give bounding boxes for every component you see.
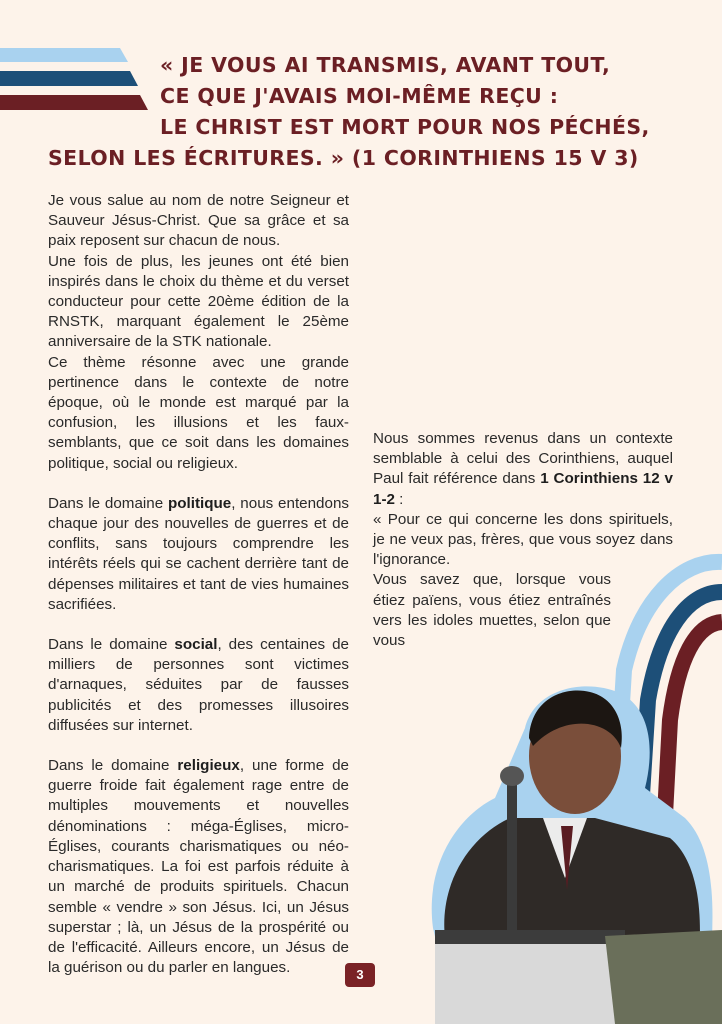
- keyword-social: social: [174, 636, 218, 654]
- paragraph-quote-spiritual-gifts: « Pour ce qui concerne les dons spirituels, je ne veux pas, frères, que vous soyez dans l'ignorance.: [373, 510, 673, 569]
- text-fragment: , des centaines de milliers de personnes sont victimes d'arnaques, séduites par de fausses publicités et des promesses illusoires diffusées sur internet.: [48, 636, 349, 734]
- paragraph-corinthians-context: [373, 429, 673, 510]
- keyword-religieux: religieux: [177, 757, 240, 775]
- paragraph-political: [48, 494, 349, 615]
- title-line-2: CE QUE J'AVAIS MOI-MÊME REÇU :: [160, 84, 559, 108]
- text-fragment: :: [394, 490, 404, 508]
- paragraph-religious: [48, 756, 349, 978]
- text-fragment: Dans le domaine: [48, 757, 178, 775]
- body-column-right: [373, 184, 673, 651]
- paragraph-social: [48, 635, 349, 736]
- keyword-politique: politique: [167, 494, 232, 512]
- page-number-badge: 3: [345, 963, 375, 987]
- header-stripes-decoration: [0, 48, 150, 116]
- speaker-photo: [415, 668, 722, 1024]
- text-fragment: Nous sommes revenus dans un contexte semblable à celui des Corinthiens, auquel Paul fait référence dans: [373, 430, 673, 488]
- paragraph-theme-choice: Une fois de plus, les jeunes ont été bien inspirés dans le choix du thème et du verset conducteur pour cette 20ème édition de la RNSTK, marquant également le 25ème anniversaire de la STK nationale.: [48, 252, 349, 351]
- text-fragment: , une forme de guerre froide fait également rage entre de multiples mouvements et nouvelles dénominations : méga-Églises, micro-Églises, courants charismatiques ou néo-charismatiques. La foi est parfois réduite à un marché de produits spirituels. Chacun semble « vendre » son Jésus. Ici, un Jésus superstar ; là, un Jésus de la prospérité ou de l'efficacité. Ailleurs encore, un Jésus de la guérison ou du parler en langues.: [48, 757, 349, 977]
- text-fragment: Dans le domaine: [48, 494, 168, 512]
- paragraph-greeting: Je vous salue au nom de notre Seigneur et Sauveur Jésus-Christ. Que sa grâce et sa paix reposent sur chacun de nous.: [48, 192, 349, 250]
- title-line-4: SELON LES ÉCRITURES. » (1 CORINTHIENS 15 V 3): [48, 146, 639, 170]
- scripture-reference: 1 Corinthiens 12 v 1-2: [373, 470, 673, 508]
- text-fragment: Dans le domaine: [48, 636, 175, 654]
- body-column-left: [48, 191, 349, 978]
- title-line-3: LE CHRIST EST MORT POUR NOS PÉCHÉS,: [160, 115, 650, 139]
- paragraph-relevance: Ce thème résonne avec une grande pertinence dans le contexte de notre époque, où le monde est marqué par la confusion, les illusions et les faux-semblants, que ce soit dans les domaines politique, social ou religieux.: [48, 353, 349, 472]
- text-fragment: , nous entendons chaque jour des nouvelles de guerres et de conflits, sans toujours comprendre les intérêts réels qui se cachent derrière tant de dépenses militaires et tant de vies humaines sacrifiées.: [48, 494, 349, 613]
- paragraph-quote-idols: Vous savez que, lorsque vous étiez païens, vous étiez entraînés vers les idoles muettes, selon que vous: [373, 571, 611, 650]
- title-line-1: « JE VOUS AI TRANSMIS, AVANT TOUT,: [160, 53, 611, 77]
